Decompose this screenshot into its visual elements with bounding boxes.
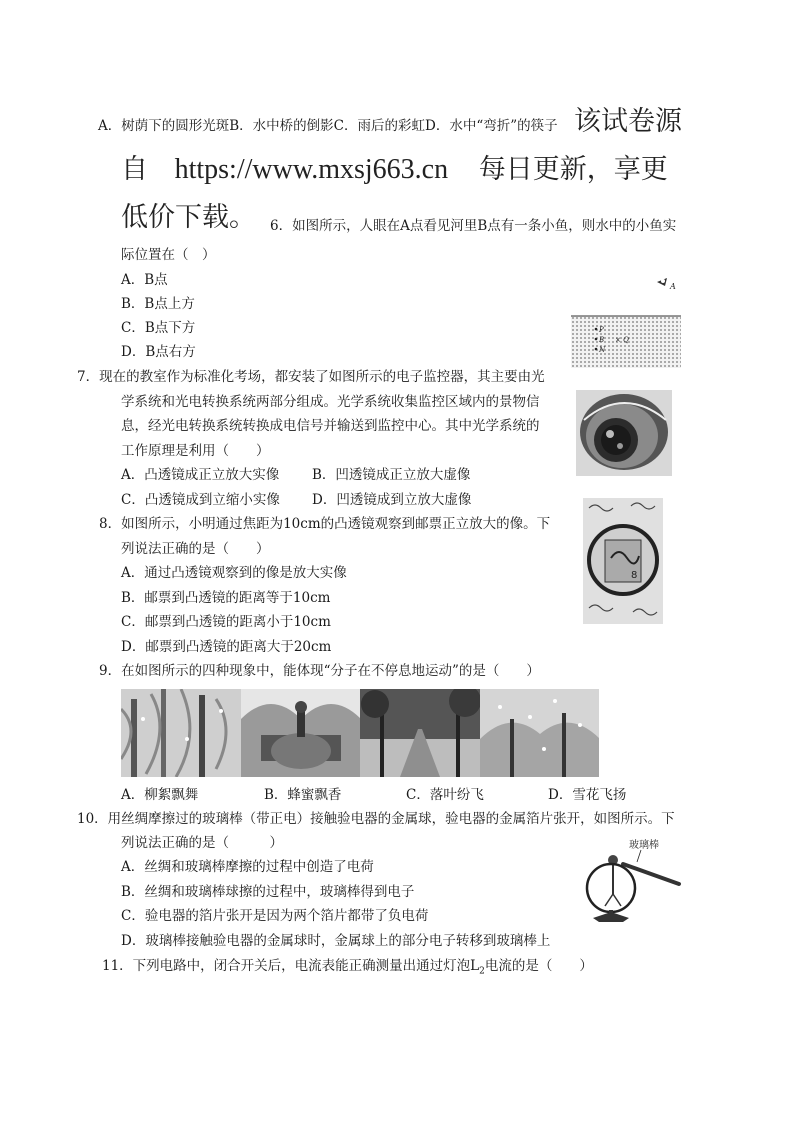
photo-falling-leaves (360, 689, 480, 777)
stamp-magnifier-photo (583, 498, 663, 624)
q6-stem-line1: 6．如图所示，人眼在A点看见河里B点有一条小鱼，则水中的小鱼实 (270, 218, 677, 234)
label-a: A (670, 282, 676, 291)
q9-caption-a: A．柳絮飘舞 (121, 787, 199, 803)
q7-stem-line2: 学系统和光电转换系统两部分组成。光学系统收集监控区域内的景物信 (121, 394, 540, 410)
q7-option-c: C．凸透镜成到立缩小实像 (121, 492, 280, 508)
q8-figure (583, 498, 663, 624)
q10-figure (583, 836, 683, 926)
q8-stem-line1: 8．如图所示，小明通过焦距为10cm的凸透镜观察到邮票正立放大的像。下 (99, 516, 551, 532)
q10-stem-line1: 10．用丝绸摩擦过的玻璃棒（带正电）接触验电器的金属球，验电器的金属箔片张开，如图所示。下 (77, 811, 675, 827)
q8-option-b: B．邮票到凸透镜的距离等于10cm (121, 590, 331, 606)
q8-option-a: A．通过凸透镜观察到的像是放大实像 (121, 565, 347, 581)
q6-option-b: B．B点上方 (121, 296, 195, 312)
q9-caption-d: D．雪花飞扬 (548, 787, 627, 803)
q8-stem-line2: 列说法正确的是（ ） (121, 541, 270, 557)
eye-icon (657, 278, 667, 286)
ad-suffix: 每日更新，享更 (478, 154, 668, 185)
label-n: N (599, 346, 606, 354)
ad-url-link[interactable]: https://www.mxsj663.cn (174, 154, 449, 185)
q9-photo-strip (121, 689, 599, 777)
ad-text-part1: 该试卷源 (574, 106, 682, 137)
q6-stem-line2: 际位置在（ ） (121, 247, 216, 263)
q8-option-d: D．邮票到凸透镜的距离大于20cm (121, 639, 332, 655)
q10-stem-line2: 列说法正确的是（ ） (121, 835, 283, 851)
q6-option-a: A．B点 (121, 272, 168, 288)
q7-option-b: B．凹透镜成正立放大虚像 (312, 467, 471, 483)
label-b: B (599, 336, 605, 344)
q6-figure (571, 272, 681, 368)
electroscope-diagram (583, 836, 683, 926)
q6-option-d: D．B点右方 (121, 344, 196, 360)
q5-options-line: A．树荫下的圆形光斑B．水中桥的倒影C．雨后的彩虹D．水中“弯折”的筷子 (98, 118, 558, 134)
dome-camera-photo (576, 390, 672, 476)
q7-option-d: D．凹透镜成到立放大虚像 (312, 492, 472, 508)
fish-water-diagram (571, 272, 681, 368)
q10-option-b: B．丝绸和玻璃棒球擦的过程中，玻璃棒得到电子 (121, 884, 415, 900)
q9-stem: 9．在如图所示的四种现象中，能体现“分子在不停息地运动”的是（ ） (99, 663, 540, 679)
q7-figure (576, 390, 672, 476)
q11-stem: 11．下列电路中，闭合开关后，电流表能正确测量出通过灯泡$L_2$电流的是（ ） (102, 958, 593, 977)
q8-option-c: C．邮票到凸透镜的距离小于10cm (121, 614, 331, 630)
glass-rod-label: 玻璃棒 (629, 840, 659, 851)
q10-option-d: D．玻璃棒接触验电器的金属球时，金属球上的部分电子转移到玻璃棒上 (121, 933, 551, 949)
q7-option-a: A．凸透镜成正立放大实像 (121, 467, 280, 483)
photo-willow-catkins (121, 689, 241, 777)
q9-caption-b: B．蜂蜜飘香 (264, 787, 342, 803)
ad-prefix: 自 (121, 154, 148, 185)
ad-text-part3: 低价下载。 (121, 202, 256, 233)
label-q: × Q (615, 336, 629, 344)
q10-option-a: A．丝绸和玻璃棒摩擦的过程中创造了电荷 (121, 859, 374, 875)
label-p: P (599, 326, 604, 334)
q9-caption-c: C．落叶纷飞 (406, 787, 484, 803)
q6-option-c: C．B点下方 (121, 320, 196, 336)
ad-text-part2 (121, 150, 668, 190)
q7-stem-line1: 7．现在的教室作为标准化考场，都安装了如图所示的电子监控器，其主要由光 (77, 369, 545, 385)
q7-stem-line3: 息，经光电转换系统转换成电信号并输送到监控中心。其中光学系统的 (121, 418, 540, 434)
q10-option-c: C．验电器的箔片张开是因为两个箔片都带了负电荷 (121, 908, 429, 924)
svg-text:8: 8 (631, 570, 638, 581)
photo-honey-fragrance (241, 689, 361, 777)
q7-stem-line4: 工作原理是利用（ ） (121, 443, 270, 459)
photo-snowflakes (480, 689, 600, 777)
